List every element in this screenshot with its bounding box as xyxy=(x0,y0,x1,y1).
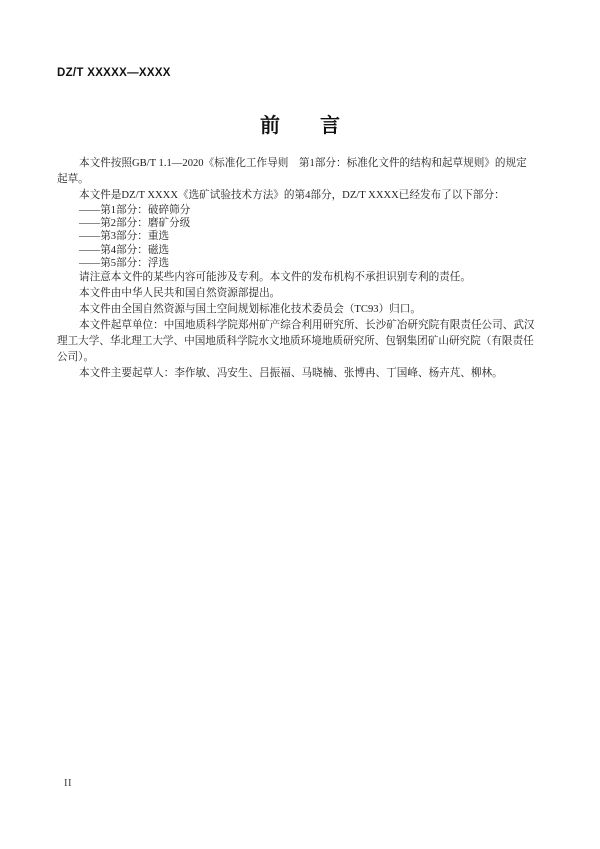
foreword-line: 本文件是DZ/T XXXX《选矿试验技术方法》的第4部分，DZ/T XXXX已经发布了以下部分： xyxy=(79,190,505,201)
foreword-body xyxy=(57,156,547,382)
page-number: II xyxy=(64,778,72,789)
foreword-line: 本文件按照GB/T 1.1—2020《标准化工作导则 第1部分：标准化文件的结构和起草规则》的规定 xyxy=(79,158,527,169)
foreword-title: 前 言 xyxy=(260,115,340,137)
part-list-item: ——第1部分：破碎筛分 xyxy=(79,205,191,216)
part-list-item: ——第4部分：磁选 xyxy=(79,244,170,256)
foreword-line: 起草。 xyxy=(57,174,89,185)
foreword-line: 理工大学、华北理工大学、中国地质科学院水文地质环境地质研究所、包钢集团矿山研究院（有限责任 xyxy=(57,335,534,347)
part-list-item: ——第2部分：磨矿分级 xyxy=(79,218,191,230)
foreword-line: 请注意本文件的某些内容可能涉及专利。本文件的发布机构不承担识别专利的责任。 xyxy=(79,271,471,283)
foreword-line: 本文件主要起草人：李作敏、冯安生、吕振福、马晓楠、张博冉、丁国峰、杨卉芃、柳林。 xyxy=(79,367,503,379)
part-list-item: ——第3部分：重选 xyxy=(79,231,170,243)
part-list-item: ——第5部分：浮选 xyxy=(79,257,170,269)
standard-code-header: DZ/T XXXXX—XXXX xyxy=(57,67,171,79)
foreword-line: 本文件起草单位：中国地质科学院郑州矿产综合利用研究所、长沙矿冶研究院有限责任公司、武汉 xyxy=(79,319,535,331)
foreword-line: 本文件由全国自然资源与国土空间规划标准化技术委员会（TC93）归口。 xyxy=(79,303,421,315)
foreword-line: 公司）。 xyxy=(57,351,95,363)
foreword-line: 本文件由中华人民共和国自然资源部提出。 xyxy=(79,287,281,299)
